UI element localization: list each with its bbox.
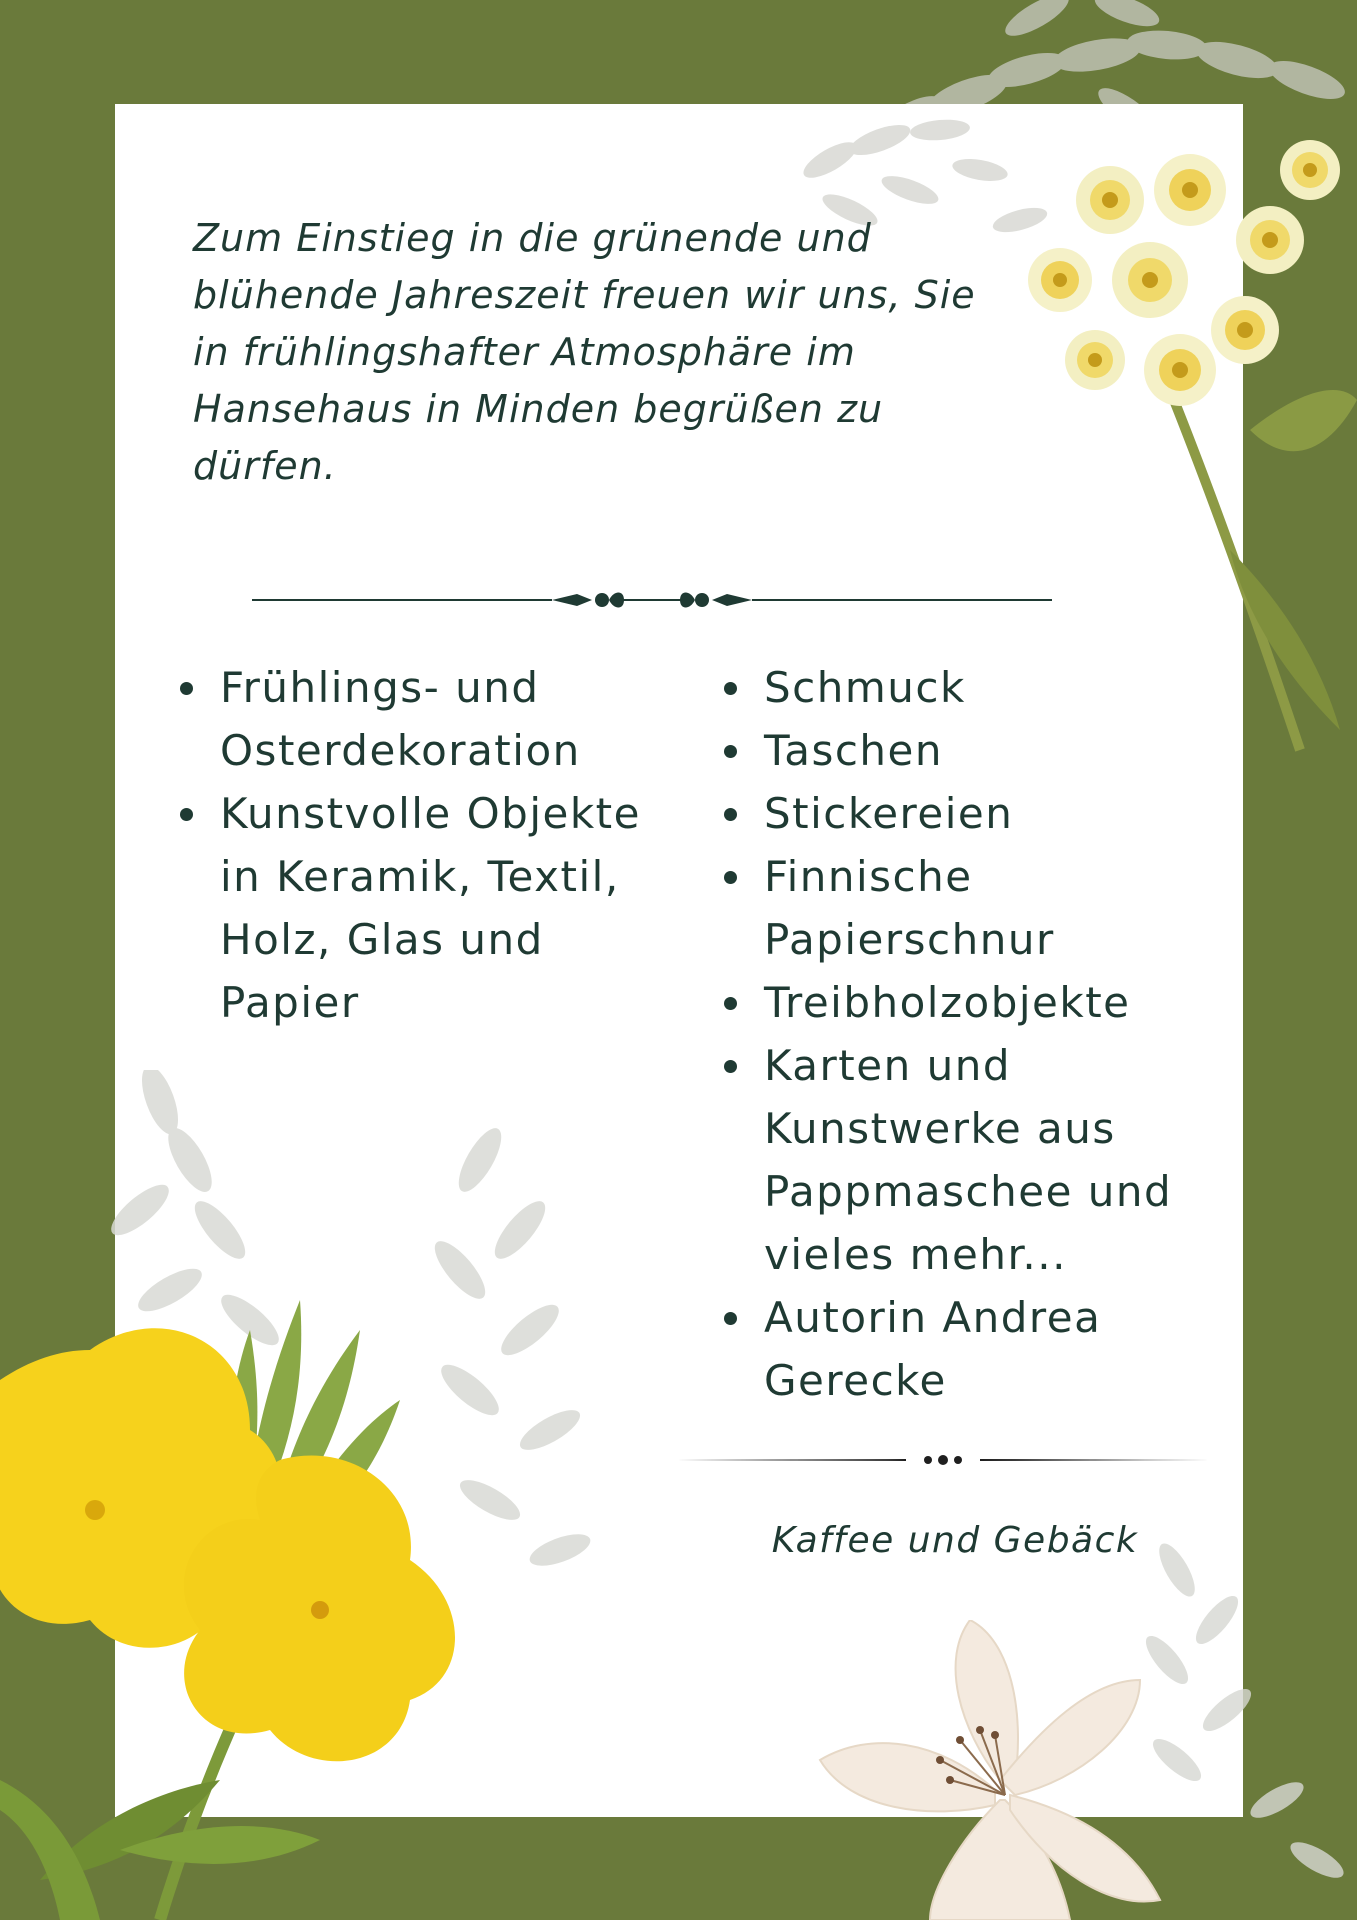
- list-item: Autorin Andrea Gerecke: [720, 1286, 1220, 1412]
- right-exhibit-list: [720, 656, 1220, 1412]
- ornamental-divider-top: [252, 580, 1052, 620]
- cream-lily-decoration: [810, 1620, 1190, 1920]
- closing-text: Kaffee und Gebäck: [771, 1520, 1139, 1561]
- list-item: Stickereien: [720, 782, 1220, 845]
- list-item: Frühlings- und Osterdekoration: [176, 656, 696, 782]
- list-item: Treibholzobjekte: [720, 971, 1220, 1034]
- list-item: Taschen: [720, 719, 1220, 782]
- left-exhibit-list: [176, 656, 696, 1034]
- list-item: Finnische Papierschnur: [720, 845, 1220, 971]
- ornamental-divider-bottom: [676, 1448, 1210, 1472]
- intro-paragraph: Zum Einstieg in die grünende und blühende Jahreszeit freuen wir uns, Sie in frühlingshafter Atmosphäre im Hansehaus in Minden begrüßen zu dürfen.: [193, 216, 976, 488]
- list-item: Kunstvolle Objekte in Keramik, Textil, Holz, Glas und Papier: [176, 782, 696, 1034]
- green-leaves-left-decoration: [0, 1720, 120, 1920]
- list-item: Schmuck: [720, 656, 1220, 719]
- list-item: Karten und Kunstwerke aus Pappmaschee und vieles mehr...: [720, 1034, 1220, 1286]
